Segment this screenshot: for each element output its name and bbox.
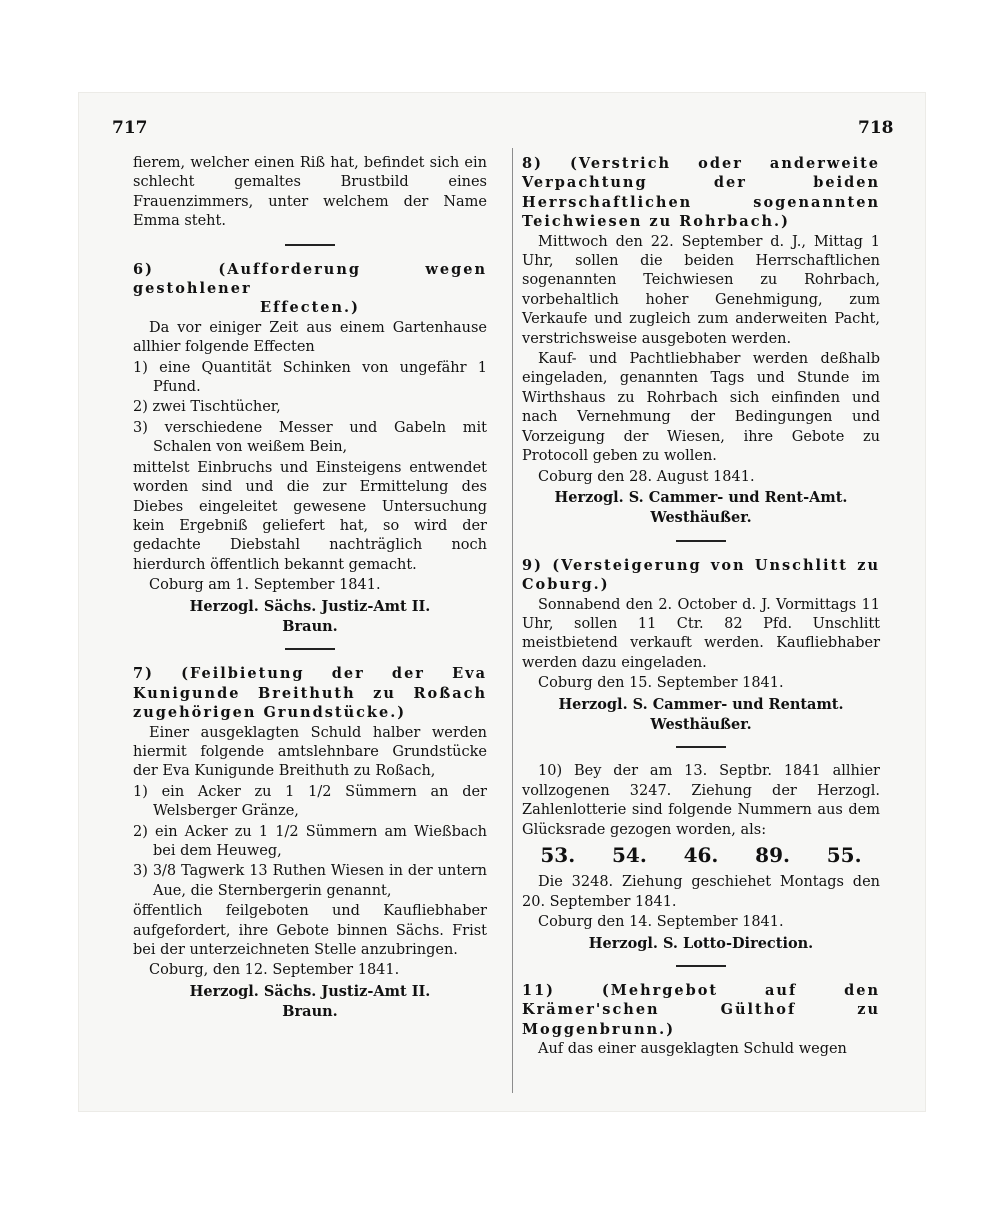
notice-10-body: 10) Bey der am 13. Septbr. 1841 allhier vollzogenen 3247. Ziehung der Herzogl. Zahlenlotterie sind folgende Nummern aus dem Glücksrade gezogen worden, als: xyxy=(522,763,880,838)
notice-6-item-2: 2) zwei Tischtücher, xyxy=(133,399,281,416)
page-number-left: 717 xyxy=(112,118,148,138)
notice-8-date: Coburg den 28. August 1841. xyxy=(538,468,755,485)
notice-9-heading: 9) (Versteigerung von Unschlitt zu Coburg.) xyxy=(522,556,880,594)
lottery-number: 46. xyxy=(683,843,719,867)
lottery-number: 53. xyxy=(540,843,576,867)
intro-paragraph: fierem, welcher einen Riß hat, befindet sich ein schlecht gemaltes Brustbild eines Frauenzimmers, unter welchem der Name Emma steht. xyxy=(133,155,487,230)
notice-9-date: Coburg den 15. September 1841. xyxy=(538,675,784,692)
lottery-number: 55. xyxy=(826,843,862,867)
notice-8-body-1: Mittwoch den 22. September d. J., Mittag 1 Uhr, sollen die beiden Herrschaftlichen sogenannten Teichwiesen zu Rohrbach, vorbehaltlich hoher Genehmigung, zum Verkaufe und zugleich zum anderweiten Pacht, verstrichsweise ausgeboten werden. xyxy=(522,233,880,347)
section-rule xyxy=(676,540,726,542)
lottery-number: 89. xyxy=(755,843,790,867)
section-rule xyxy=(676,746,726,748)
notice-9-signature: Westhäußer. xyxy=(650,715,752,733)
section-rule xyxy=(285,648,335,650)
notice-8-heading: 8) (Verstrich oder anderweite Verpachtung der beiden Herrschaftlichen sogenannten Teichwiesen zu Rohrbach.) xyxy=(522,155,880,231)
notice-11-body: Auf das einer ausgeklagten Schuld wegen xyxy=(538,1041,847,1058)
notice-6-body: mittelst Einbruchs und Einsteigens entwendet worden sind und die zur Ermittelung des Diebes eingeleitet gewesene Untersuchung kein Ergebniß geliefert hat, so wird der gedachte Diebstahl nachträglich noch hierdurch öffentlich bekannt gemacht. xyxy=(133,459,487,573)
notice-10-next-draw: Die 3248. Ziehung geschiehet Montags den 20. September 1841. xyxy=(522,874,880,910)
notice-6-office: Herzogl. Sächs. Justiz-Amt II. xyxy=(189,597,431,615)
notice-6-heading-line: 6) (Aufforderung wegen gestohlener xyxy=(133,260,487,298)
notice-7-office: Herzogl. Sächs. Justiz-Amt II. xyxy=(189,982,431,1000)
notice-7-item-1: 1) ein Acker zu 1 1/2 Sümmern an der Welsberger Gränze, xyxy=(133,783,487,820)
notice-7-date: Coburg, den 12. September 1841. xyxy=(149,962,400,979)
notice-7-intro: Einer ausgeklagten Schuld halber werden hiermit folgende amtslehnbare Grundstücke der Eva Kunigunde Breithuth zu Roßach, xyxy=(133,724,487,780)
notice-10-office: Herzogl. S. Lotto-Direction. xyxy=(588,934,814,952)
notice-6-item-1: 1) eine Quantität Schinken von ungefähr 1 Pfund. xyxy=(133,359,487,396)
notice-7-item-3: 3) 3/8 Tagwerk 13 Ruthen Wiesen in der untern Aue, die Sternbergerin genannt, xyxy=(133,863,487,899)
notice-9-body: Sonnabend den 2. October d. J. Vormittags 11 Uhr, sollen 11 Ctr. 82 Pfd. Unschlitt meistbietend verkauft werden. Kaufliebhaber werden dazu eingeladen. xyxy=(522,596,880,671)
right-column xyxy=(522,154,880,1061)
column-divider xyxy=(512,148,513,1093)
notice-6-heading xyxy=(133,260,487,318)
notice-6-signature: Braun. xyxy=(282,617,338,635)
section-rule xyxy=(285,244,335,246)
notice-11-heading: 11) (Mehrgebot auf den Krämer'schen Gülthof zu Moggenbrunn.) xyxy=(522,982,880,1038)
notice-7-heading: 7) (Feilbietung der der Eva Kunigunde Breithuth zu Roßach zugehörigen Grundstücke.) xyxy=(133,665,487,722)
notice-8-signature: Westhäußer. xyxy=(650,509,752,527)
lottery-numbers xyxy=(522,843,880,867)
notice-6-item-3: 3) verschiedene Messer und Gabeln mit Schalen von weißem Bein, xyxy=(133,419,487,456)
left-column xyxy=(133,154,487,1023)
lottery-number: 54. xyxy=(611,843,647,867)
notice-6-date: Coburg am 1. September 1841. xyxy=(149,577,381,594)
notice-7-body: öffentlich feilgeboten und Kaufliebhaber aufgefordert, ihre Gebote binnen Sächs. Frist bei der unterzeichneten Stelle anzubringen. xyxy=(133,903,487,959)
notice-8-office: Herzogl. S. Cammer- und Rent-Amt. xyxy=(554,488,848,506)
notice-7-signature: Braun. xyxy=(282,1003,338,1021)
notice-6-intro: Da vor einiger Zeit aus einem Gartenhause allhier folgende Effecten xyxy=(133,319,487,356)
section-rule xyxy=(676,965,726,967)
notice-7-item-2: 2) ein Acker zu 1 1/2 Sümmern am Wießbach bei dem Heuweg, xyxy=(133,823,487,859)
page-number-right: 718 xyxy=(858,118,894,138)
notice-6-heading-sub: Effecten.) xyxy=(260,299,360,317)
notice-9-office: Herzogl. S. Cammer- und Rentamt. xyxy=(558,695,844,713)
notice-8-body-2: Kauf- und Pachtliebhaber werden deßhalb eingeladen, genannten Tags und Stunde im Wirthshaus zu Rohrbach sich einfinden und nach Vernehmung der Bedingungen und Vorzeigung der Wiesen, ihre Gebote zu Protocoll geben zu wollen. xyxy=(522,351,880,465)
notice-10-date: Coburg den 14. September 1841. xyxy=(538,914,784,931)
